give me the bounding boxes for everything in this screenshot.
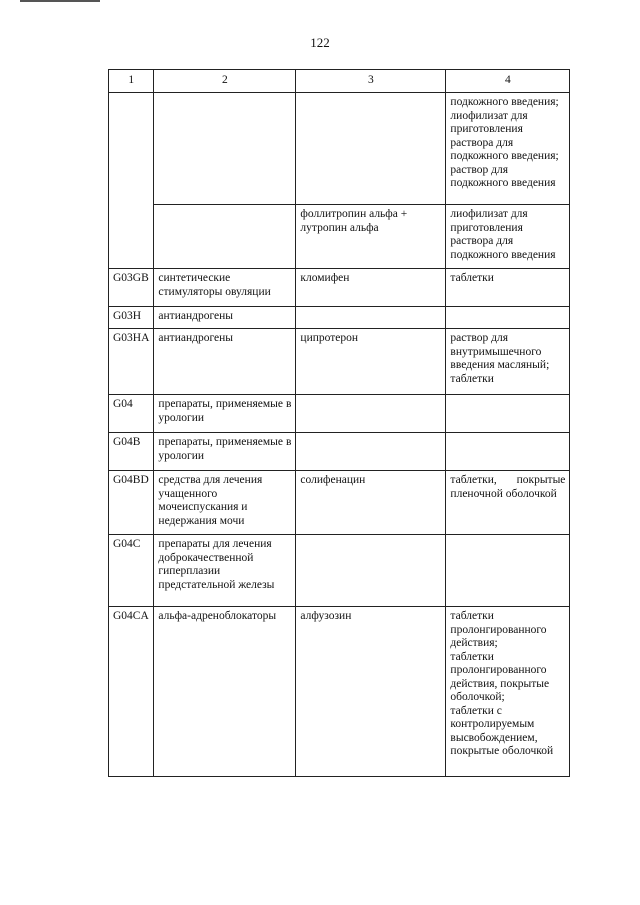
code-cell-empty	[109, 93, 154, 269]
table-row	[109, 93, 570, 205]
group-cell: препараты, применяемые в урологии	[154, 395, 296, 433]
table-row	[109, 205, 570, 269]
form-line: подкожного введения	[450, 177, 556, 189]
form-line: лиофилизат для	[450, 208, 528, 220]
form-line: таблетки с	[450, 704, 502, 717]
form-cell: таблетки, покрытые пленочной оболочкой	[446, 471, 570, 535]
form-line: таблетки	[450, 372, 494, 385]
drug-cell: солифенацин	[296, 471, 446, 535]
form-line: приготовления	[450, 221, 523, 234]
drug-cell-empty	[296, 535, 446, 607]
form-cell-empty	[446, 535, 570, 607]
form-cell-empty	[446, 395, 570, 433]
form-line: таблетки	[450, 610, 494, 622]
form-line: пролонгированного	[450, 623, 547, 636]
form-line: высвобождением,	[450, 731, 538, 744]
table-row	[109, 471, 570, 535]
group-line: предстательной железы	[158, 578, 275, 591]
form-cell	[446, 329, 570, 395]
form-line: подкожного введения;	[450, 150, 559, 162]
drug-cell-empty	[296, 433, 446, 471]
header-cell: 2	[154, 70, 296, 93]
table-row	[109, 329, 570, 395]
form-cell	[446, 607, 570, 777]
group-line: учащенного	[158, 487, 218, 500]
form-cell: таблетки	[446, 269, 570, 307]
drug-line: фоллитропин альфа +	[300, 208, 408, 220]
drug-cell-empty	[296, 93, 446, 205]
atc-code-cell: G04	[109, 395, 154, 433]
drug-cell-empty	[296, 395, 446, 433]
header-cell: 4	[446, 70, 570, 93]
form-line: подкожного введения	[450, 248, 556, 261]
group-cell-empty	[154, 93, 296, 205]
drug-cell-empty	[296, 307, 446, 329]
form-line: контролируемым	[450, 718, 535, 730]
group-cell: антиандрогены	[154, 329, 296, 395]
table-row	[109, 433, 570, 471]
group-line: средства для лечения	[158, 474, 263, 486]
drug-cell	[296, 205, 446, 269]
page-number: 122	[310, 35, 330, 50]
table-row	[109, 269, 570, 307]
group-line: недержания мочи	[158, 514, 245, 527]
form-line: приготовления	[450, 123, 523, 135]
form-line: внутримышечного	[450, 345, 542, 358]
group-cell	[154, 535, 296, 607]
table-row	[109, 607, 570, 777]
table-header-row	[109, 70, 570, 93]
drug-cell: кломифен	[296, 269, 446, 307]
atc-code-cell: G03GB	[109, 269, 154, 307]
table-row	[109, 395, 570, 433]
form-line: раствора для	[450, 235, 514, 247]
header-cell: 1	[109, 70, 154, 93]
form-cell	[446, 93, 570, 205]
form-line	[450, 110, 565, 124]
atc-code-cell: G04B	[109, 433, 154, 471]
header-cell: 3	[296, 70, 446, 93]
atc-code-cell: G04CA	[109, 607, 154, 777]
form-line: введения масляный;	[450, 359, 550, 371]
group-cell: синтетические стимуляторы овуляции	[154, 269, 296, 307]
form-line: раствор для	[450, 332, 509, 344]
group-line: препараты для лечения	[158, 538, 272, 550]
form-line: оболочкой;	[450, 691, 505, 703]
form-line: пролонгированного	[450, 664, 547, 676]
form-line: подкожного введения;	[450, 96, 559, 108]
form-line: действия, покрытые	[450, 677, 550, 690]
form-line: действия;	[450, 637, 498, 649]
group-cell-empty	[154, 205, 296, 269]
form-line: таблетки	[450, 650, 494, 663]
atc-code-cell: G03HA	[109, 329, 154, 395]
group-cell: альфа-адреноблокаторы	[154, 607, 296, 777]
group-line: доброкачественной	[158, 551, 254, 564]
atc-code-cell: G03H	[109, 307, 154, 329]
drug-cell: ципротерон	[296, 329, 446, 395]
group-cell: препараты, применяемые в урологии	[154, 433, 296, 471]
form-line: раствора для	[450, 136, 514, 149]
form-cell	[446, 205, 570, 269]
drug-line: лутропин альфа	[300, 221, 379, 234]
table-row	[109, 307, 570, 329]
group-line: мочеиспускания и	[158, 501, 248, 513]
group-line: гиперплазии	[158, 565, 221, 577]
drug-cell: алфузозин	[296, 607, 446, 777]
form-cell-empty	[446, 433, 570, 471]
form-line: раствор для	[450, 163, 509, 176]
drug-classification-table	[108, 69, 570, 777]
atc-code-cell: G04BD	[109, 471, 154, 535]
form-line-text: лиофилизат для	[450, 109, 528, 122]
atc-code-cell: G04C	[109, 535, 154, 607]
form-cell-empty	[446, 307, 570, 329]
table-row	[109, 535, 570, 607]
form-line: покрытые оболочкой	[450, 745, 554, 757]
scan-edge-mark	[20, 0, 100, 2]
group-cell: антиандрогены	[154, 307, 296, 329]
group-cell	[154, 471, 296, 535]
